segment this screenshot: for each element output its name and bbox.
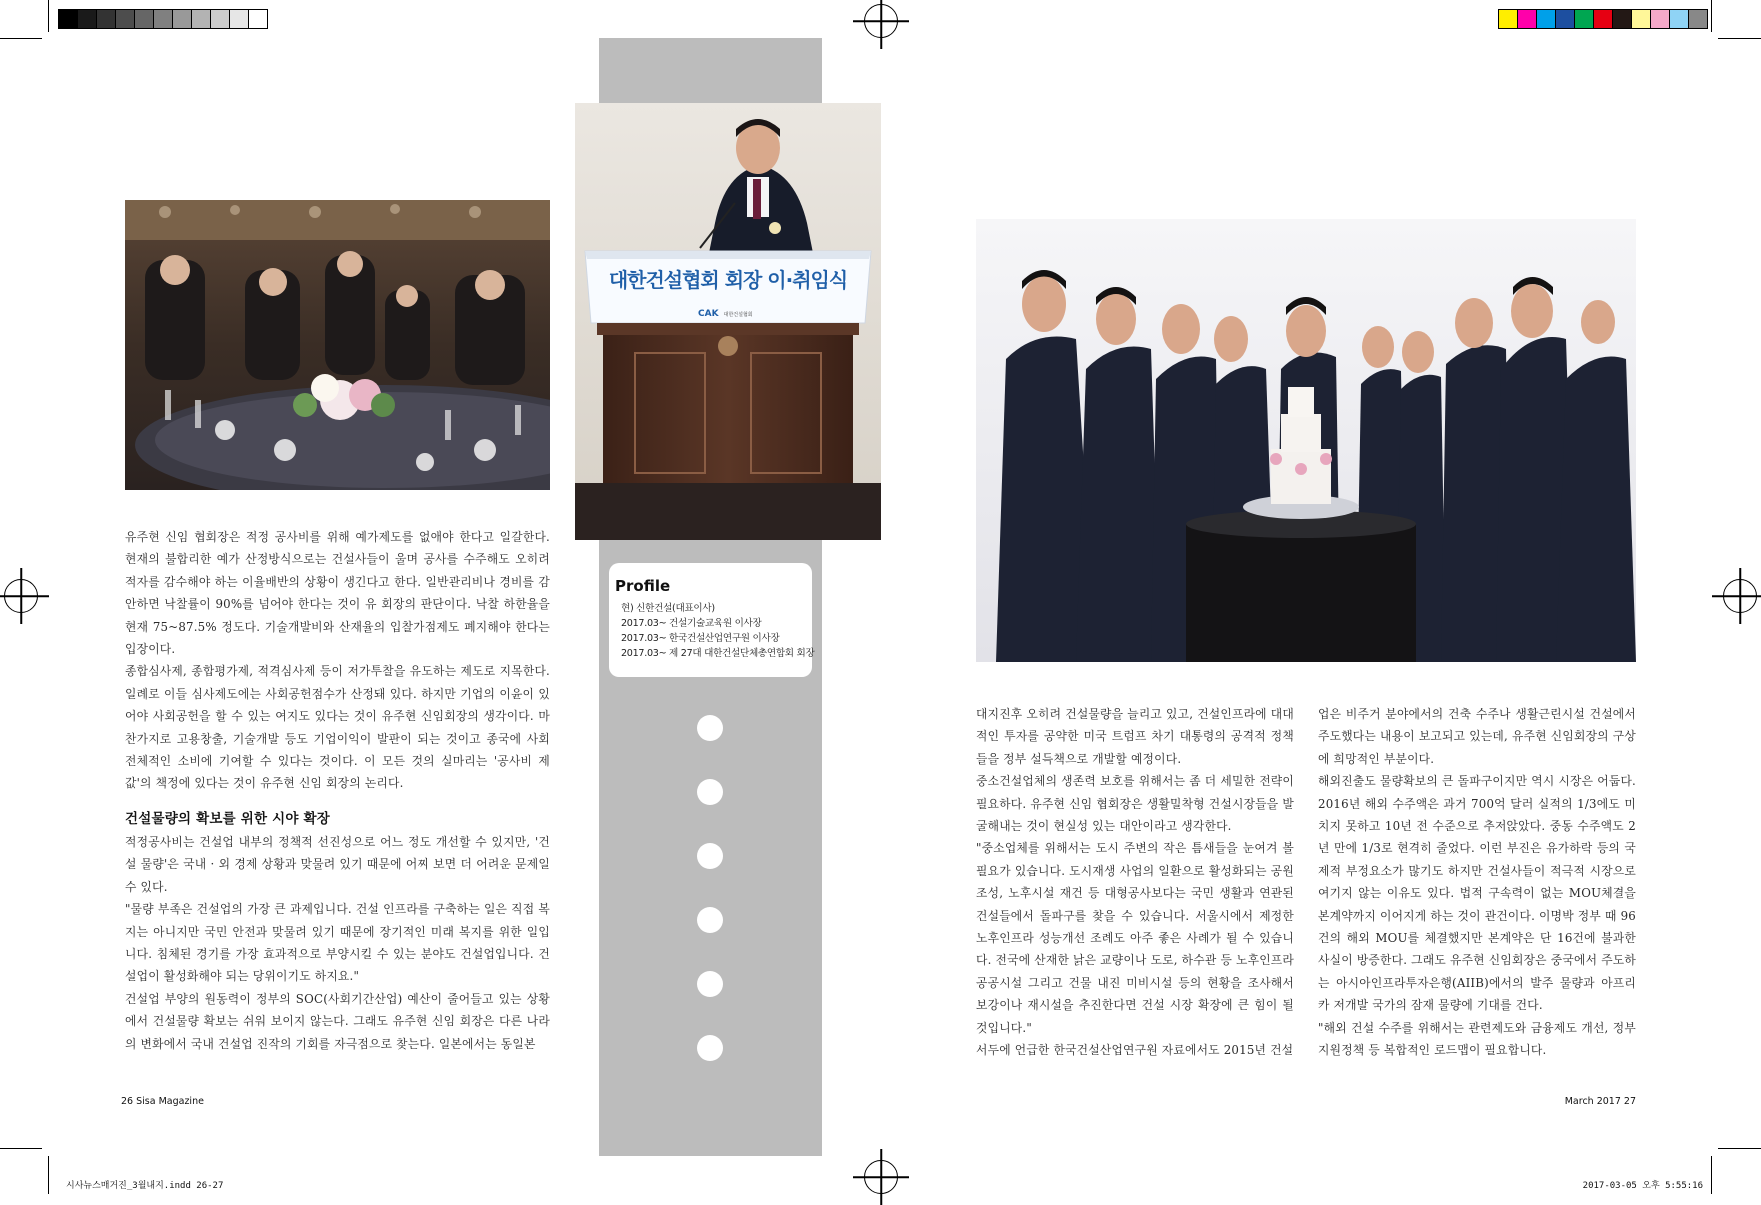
left-article-column (125, 526, 550, 1055)
registration-mark (4, 579, 38, 613)
article-paragraph: 업은 비주거 분야에서의 건축 수주나 생활근린시설 건설에서 주도했다는 내용이 보고되고 있는데, 유주현 신임회장의 구상에 희망적인 부분이다. (1318, 707, 1636, 766)
article-paragraph: 유주현 신임 협회장은 적정 공사비를 위해 예가제도를 없애야 한다고 일갈한다. 현재의 불합리한 예가 산정방식으로는 건설사들이 울며 공사를 수주해도 오히려 적자를 감수해야 하는 이율배반의 상황이 생긴다고 한다. 일반관리비나 경비를 감안하면 낙찰률이 90%를 넘어야 한다는 것이 유 회장의 판단이다. 낙찰 하한율을 현재 75~87.5% 정도다. 기술개발비와 산재율의 입찰가점제도 폐지해야 한다는 입장이다. (125, 530, 550, 657)
registration-mark (1723, 579, 1757, 613)
article-paragraph: 대지진후 오히려 건설물량을 늘리고 있고, 건설인프라에 대대적인 투자를 공약한 미국 트럼프 차기 대통령의 공격적 정책들을 정부 설득책으로 개발할 예정이다. (976, 707, 1294, 766)
color-swatch (1575, 10, 1594, 28)
grayscale-bar (58, 9, 268, 29)
color-swatch (1518, 10, 1537, 28)
podium-sign-logo (698, 301, 753, 320)
color-swatch (1594, 10, 1613, 28)
crop-mark (0, 1148, 42, 1149)
right-article-column-2 (1318, 703, 1636, 1062)
bullet-dot (697, 779, 723, 805)
article-paragraph: "물량 부족은 건설업의 가장 큰 과제입니다. 건설 인프라를 구축하는 일은 직접 복지는 아니지만 국민 안전과 맞물려 있기 때문에 장기적인 미래 복지를 위한 일입니다. 침체된 경기를 가장 효과적으로 부양시킬 수 있는 분야도 건설업입니다. 건설업이 활성화해야 되는 당위이기도 하지요." (125, 902, 550, 984)
crop-mark (1718, 38, 1761, 39)
left-page-folio: 26 Sisa Magazine (121, 1096, 204, 1107)
color-swatch (1670, 10, 1689, 28)
profile-item: 2017.03~ 한국건설산업연구원 이사장 (621, 633, 780, 644)
bullet-dot (697, 907, 723, 933)
profile-title: Profile (615, 577, 671, 595)
color-swatch (1537, 10, 1556, 28)
bullet-dot (697, 843, 723, 869)
crop-mark (48, 1156, 49, 1194)
color-swatch (1689, 10, 1707, 28)
section-subhead: 건설물량의 확보를 위한 시야 확장 (125, 810, 330, 827)
color-swatch (1499, 10, 1518, 28)
profile-item: 2017.03~ 건설기술교육원 이사장 (621, 618, 762, 629)
color-bar (1498, 9, 1708, 29)
cak-logo: CAK (698, 309, 719, 319)
crop-mark (0, 38, 42, 39)
bullet-dot (697, 715, 723, 741)
right-article-column-1 (976, 703, 1294, 1062)
color-swatch (1613, 10, 1632, 28)
right-page-folio: March 2017 27 (1564, 1096, 1636, 1107)
slug-filename: 시사뉴스매거진_3월내지.indd 26-27 (66, 1181, 224, 1191)
crop-mark (1711, 1156, 1712, 1194)
article-paragraph: "해외 건설 수주를 위해서는 관련제도와 금융제도 개선, 정부 지원정책 등 복합적인 로드맵이 필요합니다. (1318, 1020, 1636, 1058)
crop-mark (1718, 1148, 1761, 1149)
article-paragraph: 적정공사비는 건설업 내부의 정책적 선진성으로 어느 정도 개선할 수 있지만, '건설 물량'은 국내 · 외 경제 상황과 맞물려 있기 때문에 어찌 보면 더 어려운 문제일 수 있다. (125, 834, 550, 894)
article-paragraph: 건설업 부양의 원동력이 정부의 SOC(사회기간산업) 예산이 줄어들고 있는 상황에서 건설물량 확보는 쉬워 보이지 않는다. 그래도 유주현 신임 회장은 다른 나라의 변화에서 국내 건설업 진작의 기회를 자극점으로 찾는다. 일본에서는 동일본 (125, 991, 550, 1051)
color-swatch (1651, 10, 1670, 28)
article-paragraph: 중소건설업체의 생존력 보호를 위해서는 좀 더 세밀한 전략이 필요하다. 유주현 신임 협회장은 생활밀착형 건설시장들을 발굴해내는 것이 현실성 있는 대안이라고 생각한다. (976, 774, 1294, 834)
color-swatch (1632, 10, 1651, 28)
cake-cutting-photo (976, 219, 1636, 662)
cak-logo-sub: 대한건설협회 (723, 312, 753, 318)
bullet-dot (697, 1035, 723, 1061)
article-paragraph: 종합심사제, 종합평가제, 적격심사제 등이 저가투찰을 유도하는 제도로 지목한다. 일례로 이들 심사제도에는 사회공헌점수가 산정돼 있다. 하지만 기업의 이윤이 있어야 사회공헌을 할 수 있는 여지도 있다는 것이 유주현 신임회장의 생각이다. 마찬가지로 고용창출, 기술개발 등도 기업이익이 발판이 되는 것이고 종국에 사회 전체적인 소비에 기여할 수 있다는 것이다. 이 모든 것의 실마리는 '공사비 제값'의 책정에 있다는 것이 유주현 신임 회장의 논리다. (125, 664, 550, 791)
podium-photo (575, 103, 881, 540)
article-paragraph: 해외진출도 물량확보의 큰 돌파구이지만 역시 시장은 어둡다. 2016년 해외 수주액은 과거 700억 달러 실적의 1/3에도 미치지 못하고 10년 전 수준으로 추저앉았다. 중동 수주액도 2년 만에 1/3로 현격히 줄었다. 이런 부진은 유가하락 등의 국제적 부정요소가 많기도 하지만 건설사들이 적극적 시장으로 여기지 않는 이유도 있다. 법적 구속력이 없는 MOU체결을 본계약까지 이어지게 하는 것이 관건이다. 이명박 정부 때 96건의 해외 MOU를 체결했지만 본계약은 단 16건에 불과한 사실이 방증한다. 그래도 유주현 신임회장은 중국에서 주도하는 아시아인프라투자은행(AIIB)에서의 발주 물량과 아프리카 저개발 국가의 잠재 물량에 기대를 건다. (1318, 774, 1636, 1013)
crop-mark (48, 0, 49, 32)
bullet-dot (697, 971, 723, 997)
banquet-photo (125, 200, 550, 490)
crop-mark (1711, 0, 1712, 32)
color-swatch (1556, 10, 1575, 28)
profile-item: 현) 신한건설(대표이사) (621, 603, 715, 614)
article-paragraph: "중소업체를 위해서는 도시 주변의 작은 틈새들을 눈여겨 볼 필요가 있습니다. 도시재생 사업의 일환으로 활성화되는 공원 조성, 노후시설 재건 등 대형공사보다는 국민 생활과 연관된 건설들에서 돌파구를 찾을 수 있습니다. 서울시에서 제정한 노후인프라 성능개선 조례도 아주 좋은 사례가 될 수 있습니다. 전국에 산재한 낡은 교량이나 도로, 하수관 등 노후인프라 공공시설 그리고 건물 내진 미비시설 등의 현황을 조사해서 보강이나 재시설을 추진한다면 건설 시장 확장에 큰 힘이 될 것입니다." (976, 841, 1294, 1035)
podium-sign-title: 대한건설협회 회장 이·취임식 (608, 268, 848, 292)
registration-mark (864, 1160, 898, 1194)
slug-timestamp: 2017-03-05 오후 5:55:16 (1582, 1181, 1703, 1191)
registration-mark (864, 4, 898, 38)
profile-item: 2017.03~ 제 27대 대한건설단체총연합회 회장 (621, 648, 815, 659)
article-paragraph: 서두에 언급한 한국건설산업연구원 자료에서도 2015년 건설 (976, 1043, 1294, 1058)
profile-box (609, 563, 815, 677)
